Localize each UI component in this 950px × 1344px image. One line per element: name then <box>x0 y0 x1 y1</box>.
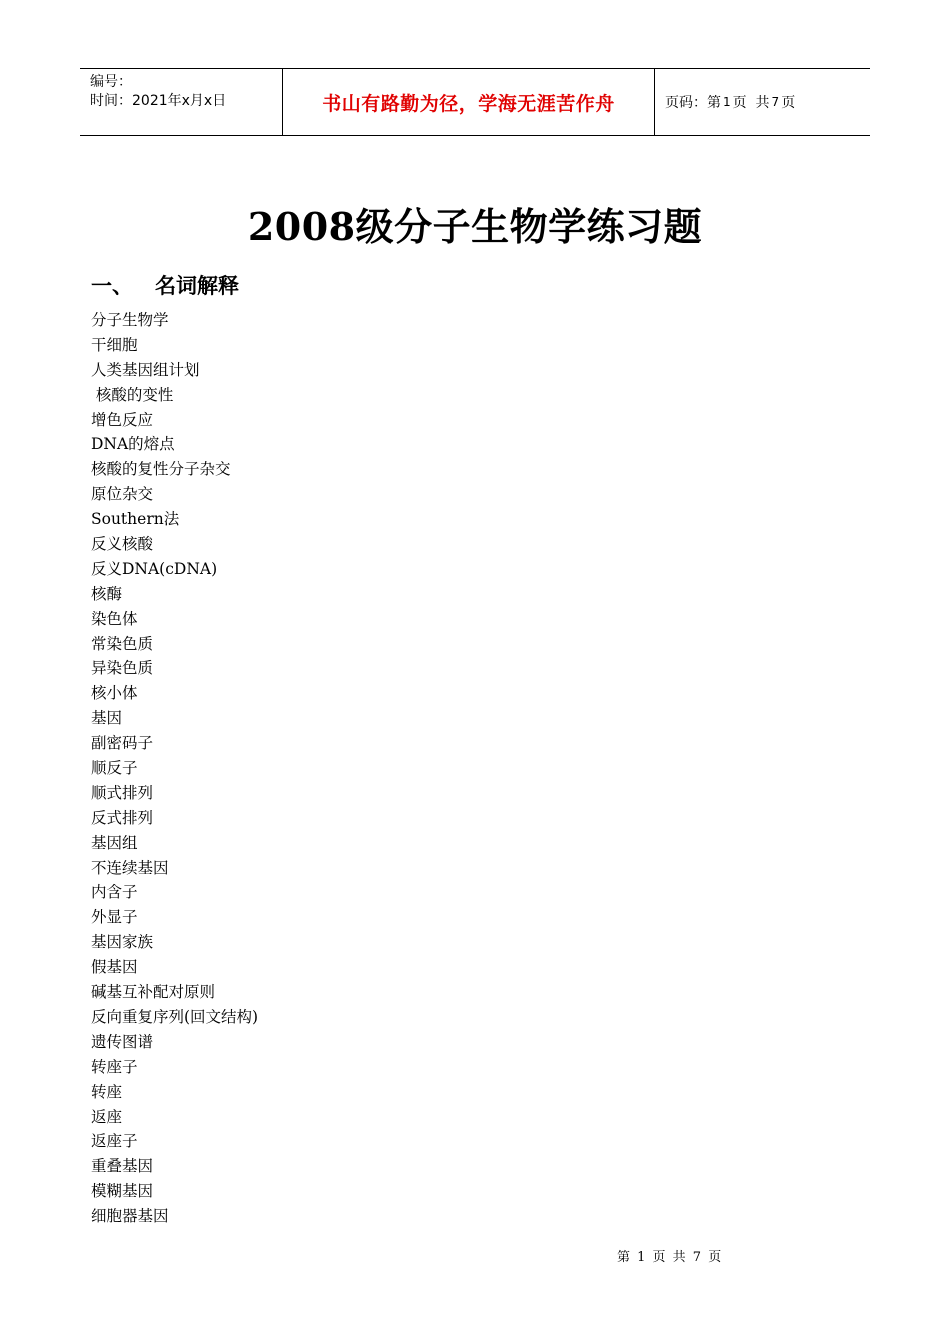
document-time-label: 时间：2021年x月x日 <box>90 93 227 109</box>
header-table <box>80 68 870 136</box>
term-item: 原位杂交 <box>91 485 154 504</box>
term-item: 反向重复序列(回文结构) <box>91 1007 259 1026</box>
term-item: 核小体 <box>91 684 138 703</box>
document-title: 2008级分子生物学练习题 <box>247 204 703 249</box>
term-item: 重叠基因 <box>91 1157 154 1176</box>
term-item: 细胞器基因 <box>91 1207 169 1226</box>
term-item: 遗传图谱 <box>91 1032 154 1051</box>
term-item: 模糊基因 <box>91 1182 154 1201</box>
term-item: 返座子 <box>91 1132 138 1151</box>
term-item: 核酸的变性 <box>91 385 174 404</box>
term-item: 基因组 <box>91 833 138 852</box>
section-title: 名词解释 <box>155 274 239 298</box>
term-item: 反义核酸 <box>91 535 154 554</box>
section-number: 一、 <box>91 274 133 298</box>
term-item: 顺式排列 <box>91 783 154 802</box>
term-item: Southern法 <box>91 510 180 529</box>
term-item: 副密码子 <box>91 734 154 753</box>
term-item: 干细胞 <box>91 335 138 354</box>
term-item: 转座 <box>91 1082 123 1101</box>
term-item: 增色反应 <box>91 410 154 429</box>
page-label-suffix: 页 <box>781 95 796 111</box>
header-motto: 书山有路勤为径，学海无涯苦作舟 <box>322 92 615 115</box>
term-item: 基因家族 <box>91 933 154 952</box>
term-item: 假基因 <box>91 958 138 977</box>
term-list <box>91 308 258 1229</box>
term-item: 核酶 <box>91 584 123 603</box>
page-total: 7 <box>771 95 780 109</box>
term-item: 外显子 <box>91 908 138 927</box>
term-item: 转座子 <box>91 1057 138 1076</box>
term-item: 核酸的复性分子杂交 <box>91 460 231 479</box>
term-item: 异染色质 <box>91 659 154 678</box>
page-label-prefix: 页码：第 <box>665 95 721 111</box>
term-item: 分子生物学 <box>91 311 169 329</box>
term-item: 反义DNA(cDNA) <box>91 559 218 578</box>
term-item: 内含子 <box>91 883 138 902</box>
term-item: 染色体 <box>91 609 138 628</box>
term-item: DNA的熔点 <box>91 435 175 454</box>
term-item: 不连续基因 <box>91 858 169 877</box>
page-current: 1 <box>723 95 731 109</box>
header-page-cell <box>655 69 870 135</box>
header-motto-cell <box>282 69 655 135</box>
header-meta-cell <box>80 69 282 135</box>
section-heading <box>91 270 239 300</box>
term-item: 反式排列 <box>91 808 154 827</box>
page-label-mid: 页 共 <box>732 95 770 111</box>
term-item: 基因 <box>91 709 123 728</box>
page-footer: 第 1 页 共 7 页 <box>617 1250 722 1265</box>
term-item: 人类基因组计划 <box>91 360 200 379</box>
term-item: 顺反子 <box>91 759 138 778</box>
document-number-label: 编号： <box>90 74 132 90</box>
term-item: 返座 <box>91 1107 123 1126</box>
term-item: 碱基互补配对原则 <box>91 983 216 1002</box>
term-item: 常染色质 <box>91 634 154 653</box>
